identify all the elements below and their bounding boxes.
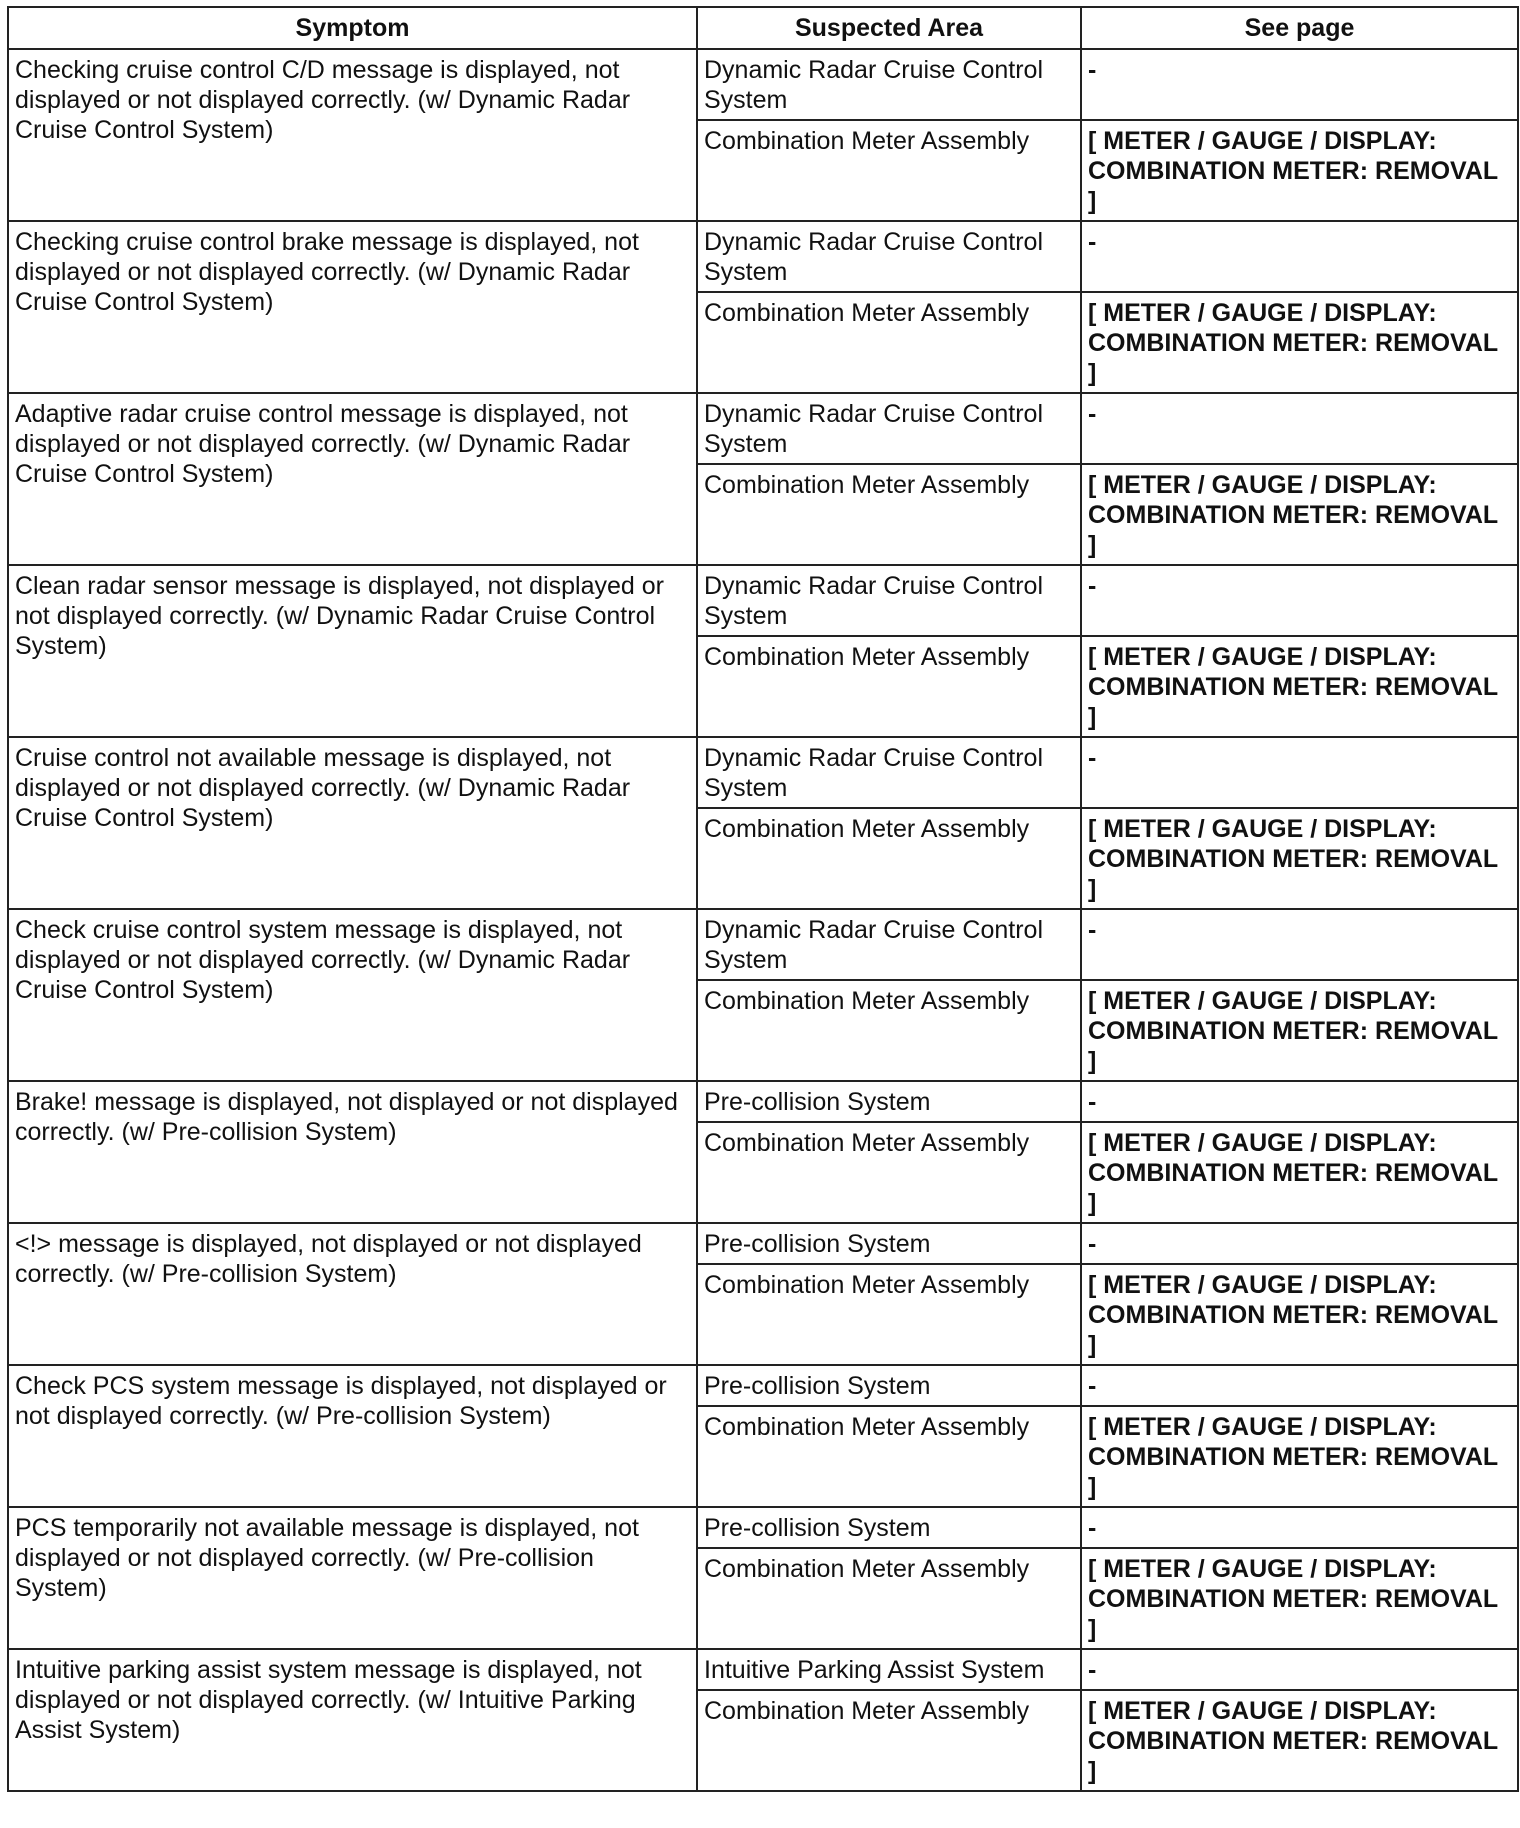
suspected-area-cell: Combination Meter Assembly [697, 636, 1081, 737]
see-page-cell: - [1081, 1507, 1518, 1548]
table-row [8, 49, 1518, 120]
symptom-cell: Check PCS system message is displayed, not displayed or not displayed correctly. (w/ Pre-collision System) [8, 1365, 697, 1507]
header-row [8, 7, 1518, 49]
suspected-area-cell: Dynamic Radar Cruise Control System [697, 221, 1081, 292]
table-row [8, 393, 1518, 464]
see-page-cell: - [1081, 1081, 1518, 1122]
suspected-area-cell: Dynamic Radar Cruise Control System [697, 909, 1081, 980]
suspected-area-cell: Pre-collision System [697, 1223, 1081, 1264]
header-suspected-area: Suspected Area [697, 7, 1081, 49]
symptom-cell: Checking cruise control brake message is displayed, not displayed or not displayed correctly. (w/ Dynamic Radar Cruise Control System) [8, 221, 697, 393]
see-page-cell: - [1081, 565, 1518, 636]
suspected-area-cell: Combination Meter Assembly [697, 1264, 1081, 1365]
symptom-cell: Check cruise control system message is displayed, not displayed or not displayed correctly. (w/ Dynamic Radar Cruise Control System) [8, 909, 697, 1081]
suspected-area-cell: Combination Meter Assembly [697, 464, 1081, 565]
symptom-cell: Clean radar sensor message is displayed, not displayed or not displayed correctly. (w/ Dynamic Radar Cruise Control System) [8, 565, 697, 737]
suspected-area-cell: Combination Meter Assembly [697, 1548, 1081, 1649]
suspected-area-cell: Combination Meter Assembly [697, 1122, 1081, 1223]
symptom-cell: Cruise control not available message is displayed, not displayed or not displayed correctly. (w/ Dynamic Radar Cruise Control System) [8, 737, 697, 909]
suspected-area-cell: Pre-collision System [697, 1365, 1081, 1406]
table-row [8, 1223, 1518, 1264]
see-page-cell: [ METER / GAUGE / DISPLAY: COMBINATION METER: REMOVAL ] [1081, 636, 1518, 737]
see-page-cell: [ METER / GAUGE / DISPLAY: COMBINATION METER: REMOVAL ] [1081, 1264, 1518, 1365]
see-page-cell: - [1081, 1649, 1518, 1690]
table-row [8, 221, 1518, 292]
see-page-cell: [ METER / GAUGE / DISPLAY: COMBINATION METER: REMOVAL ] [1081, 1548, 1518, 1649]
header-symptom: Symptom [8, 7, 697, 49]
suspected-area-cell: Pre-collision System [697, 1507, 1081, 1548]
table-row [8, 1507, 1518, 1548]
see-page-cell: [ METER / GAUGE / DISPLAY: COMBINATION METER: REMOVAL ] [1081, 120, 1518, 221]
suspected-area-cell: Combination Meter Assembly [697, 292, 1081, 393]
table-row [8, 1649, 1518, 1690]
suspected-area-cell: Intuitive Parking Assist System [697, 1649, 1081, 1690]
suspected-area-cell: Combination Meter Assembly [697, 808, 1081, 909]
suspected-area-cell: Pre-collision System [697, 1081, 1081, 1122]
see-page-cell: [ METER / GAUGE / DISPLAY: COMBINATION METER: REMOVAL ] [1081, 1122, 1518, 1223]
suspected-area-cell: Dynamic Radar Cruise Control System [697, 393, 1081, 464]
symptom-cell: Brake! message is displayed, not displayed or not displayed correctly. (w/ Pre-collision System) [8, 1081, 697, 1223]
suspected-area-cell: Combination Meter Assembly [697, 1690, 1081, 1791]
see-page-cell: - [1081, 1223, 1518, 1264]
see-page-cell: - [1081, 393, 1518, 464]
see-page-cell: - [1081, 221, 1518, 292]
see-page-cell: [ METER / GAUGE / DISPLAY: COMBINATION METER: REMOVAL ] [1081, 1690, 1518, 1791]
see-page-cell: [ METER / GAUGE / DISPLAY: COMBINATION METER: REMOVAL ] [1081, 808, 1518, 909]
table-row [8, 909, 1518, 980]
see-page-cell: [ METER / GAUGE / DISPLAY: COMBINATION METER: REMOVAL ] [1081, 980, 1518, 1081]
header-see-page: See page [1081, 7, 1518, 49]
suspected-area-cell: Combination Meter Assembly [697, 120, 1081, 221]
symptom-cell: Intuitive parking assist system message is displayed, not displayed or not displayed correctly. (w/ Intuitive Parking Assist System) [8, 1649, 697, 1791]
suspected-area-cell: Combination Meter Assembly [697, 980, 1081, 1081]
see-page-cell: - [1081, 1365, 1518, 1406]
see-page-cell: [ METER / GAUGE / DISPLAY: COMBINATION METER: REMOVAL ] [1081, 1406, 1518, 1507]
table-row [8, 1081, 1518, 1122]
suspected-area-cell: Combination Meter Assembly [697, 1406, 1081, 1507]
table-row [8, 737, 1518, 808]
see-page-cell: [ METER / GAUGE / DISPLAY: COMBINATION METER: REMOVAL ] [1081, 292, 1518, 393]
see-page-cell: [ METER / GAUGE / DISPLAY: COMBINATION METER: REMOVAL ] [1081, 464, 1518, 565]
table-row [8, 1365, 1518, 1406]
table-row [8, 565, 1518, 636]
see-page-cell: - [1081, 49, 1518, 120]
symptom-cell: Checking cruise control C/D message is displayed, not displayed or not displayed correctly. (w/ Dynamic Radar Cruise Control System) [8, 49, 697, 221]
symptom-table [7, 6, 1519, 1792]
suspected-area-cell: Dynamic Radar Cruise Control System [697, 565, 1081, 636]
symptom-cell: Adaptive radar cruise control message is displayed, not displayed or not displayed correctly. (w/ Dynamic Radar Cruise Control System) [8, 393, 697, 565]
see-page-cell: - [1081, 737, 1518, 808]
see-page-cell: - [1081, 909, 1518, 980]
symptom-cell: PCS temporarily not available message is displayed, not displayed or not displayed correctly. (w/ Pre-collision System) [8, 1507, 697, 1649]
suspected-area-cell: Dynamic Radar Cruise Control System [697, 737, 1081, 808]
symptom-cell: <!> message is displayed, not displayed or not displayed correctly. (w/ Pre-collision System) [8, 1223, 697, 1365]
suspected-area-cell: Dynamic Radar Cruise Control System [697, 49, 1081, 120]
